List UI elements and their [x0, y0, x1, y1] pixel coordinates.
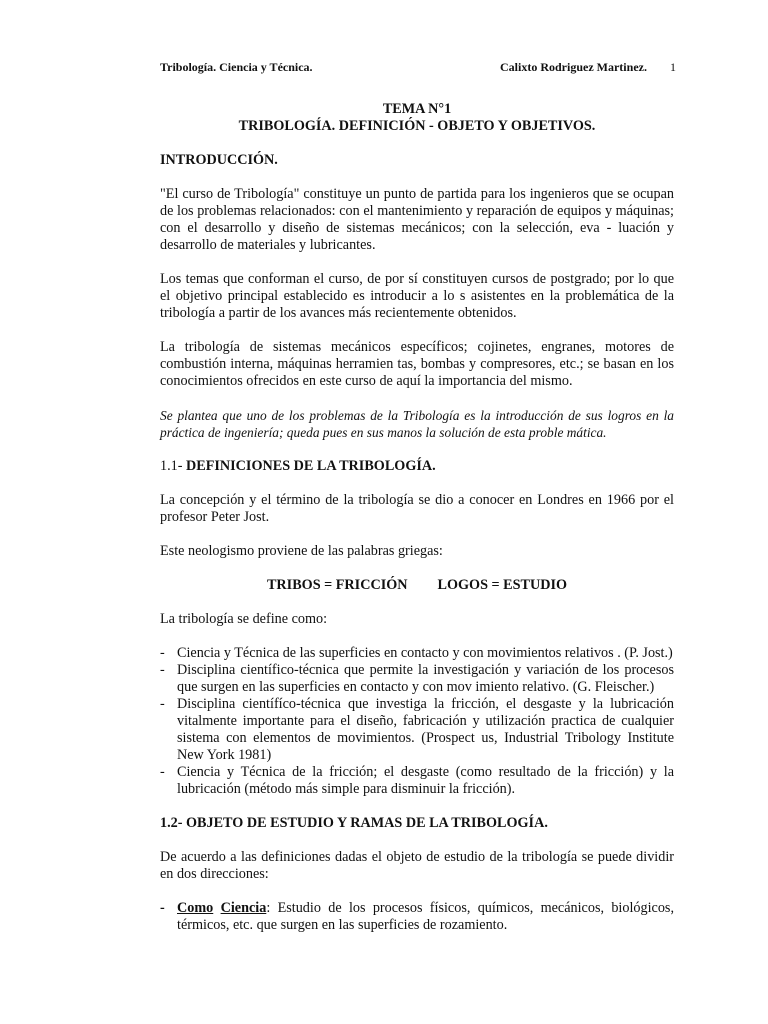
header-title: Tribología. Ciencia y Técnica.	[160, 60, 313, 74]
etymology-tribos: TRIBOS = FRICCIÓN	[266, 577, 408, 593]
header-author: Calixto Rodriguez Martinez.	[500, 60, 647, 74]
topic-title: TRIBOLOGÍA. DEFINICIÓN - OBJETO Y OBJETIVOS.	[238, 118, 596, 134]
list-item: - Ciencia y Técnica de las superficies en contacto y con movimientos relativos . (P. Jost.)	[160, 645, 674, 662]
section-2-paragraph-1: De acuerdo a las definiciones dadas el objeto de estudio de la tribología se puede dividir en dos direcciones:	[160, 849, 674, 882]
list-item: - Disciplina científíco-técnica que investiga la fricción, el desgaste y la lubricación vitalmente importante para el diseño, fabricación y utilización practica de cualquier sistema con elementos de movimientos. (Prospect us, Industrial Tribology Institute New York 1981)	[160, 696, 674, 764]
intro-italic-paragraph: Se plantea que uno de los problemas de la Tribología es la introducción de sus logros en la práctica de ingeniería; queda pues en sus manos la solución de esta proble mática.	[160, 408, 674, 440]
etymology-line	[160, 577, 674, 594]
section-1-paragraph-1: La concepción y el término de la tribología se dio a conocer en Londres en 1966 por el profesor Peter Jost.	[160, 492, 674, 525]
section-1-paragraph-3: La tribología se define como:	[160, 611, 328, 627]
bullet-marker: -	[160, 900, 165, 916]
document-body	[160, 101, 674, 934]
intro-paragraph-3: La tribología de sistemas mecánicos específicos; cojinetes, engranes, motores de combustión interna, máquinas herramien tas, bombas y compresores, etc.; se basan en los conocimientos ofrecidos en este curso de aquí la importancia del mismo.	[160, 339, 674, 389]
intro-heading: INTRODUCCIÓN.	[160, 152, 278, 168]
etymology-logos: LOGOS = ESTUDIO	[437, 577, 568, 593]
section-1-paragraph-2: Este neologismo proviene de las palabras griegas:	[160, 543, 443, 559]
science-bullet	[160, 900, 674, 934]
section-1-number: 1.1-	[160, 458, 183, 474]
intro-paragraph-2: Los temas que conforman el curso, de por sí constituyen cursos de postgrado; por lo que el objetivo principal establecido es introducir a lo s asistentes en la problemática de la tribología a partir de los avances más recientemente obtenidos.	[160, 271, 674, 321]
section-1-heading	[160, 458, 674, 475]
list-item: - Ciencia y Técnica de la fricción; el desgaste (como resultado de la fricción) y la lubricación (método más simple para disminuir la fricción).	[160, 764, 674, 798]
list-item: - Disciplina científico-técnica que permite la investigación y variación de los procesos que surgen en las superficies en contacto y con mov imiento relativo. (G. Fleischer.)	[160, 662, 674, 696]
section-2-heading: 1.2- OBJETO DE ESTUDIO Y RAMAS DE LA TRIBOLOGÍA.	[160, 815, 548, 831]
definitions-list	[160, 645, 674, 798]
intro-paragraph-1: "El curso de Tribología" constituye un punto de partida para los ingenieros que se ocupan de los problemas relacionados: con el mantenimiento y reparación de equipos y máquinas; con el desarrollo y diseño de sistemas mecánicos; con la selección, eva - luación y desarrollo de materiales y lubricantes.	[160, 186, 674, 253]
section-1-title: DEFINICIONES DE LA TRIBOLOGÍA.	[186, 458, 436, 474]
page-number: 1	[670, 60, 676, 74]
bullet-word-ciencia: Ciencia	[220, 900, 267, 916]
bullet-word-como: Como	[177, 900, 214, 916]
topic-number: TEMA N°1	[382, 101, 452, 117]
bullet-description: : Estudio de los procesos físicos, químicos, mecánicos, biológicos, térmicos, etc. que surgen en las superficies de rozamiento.	[177, 900, 674, 933]
